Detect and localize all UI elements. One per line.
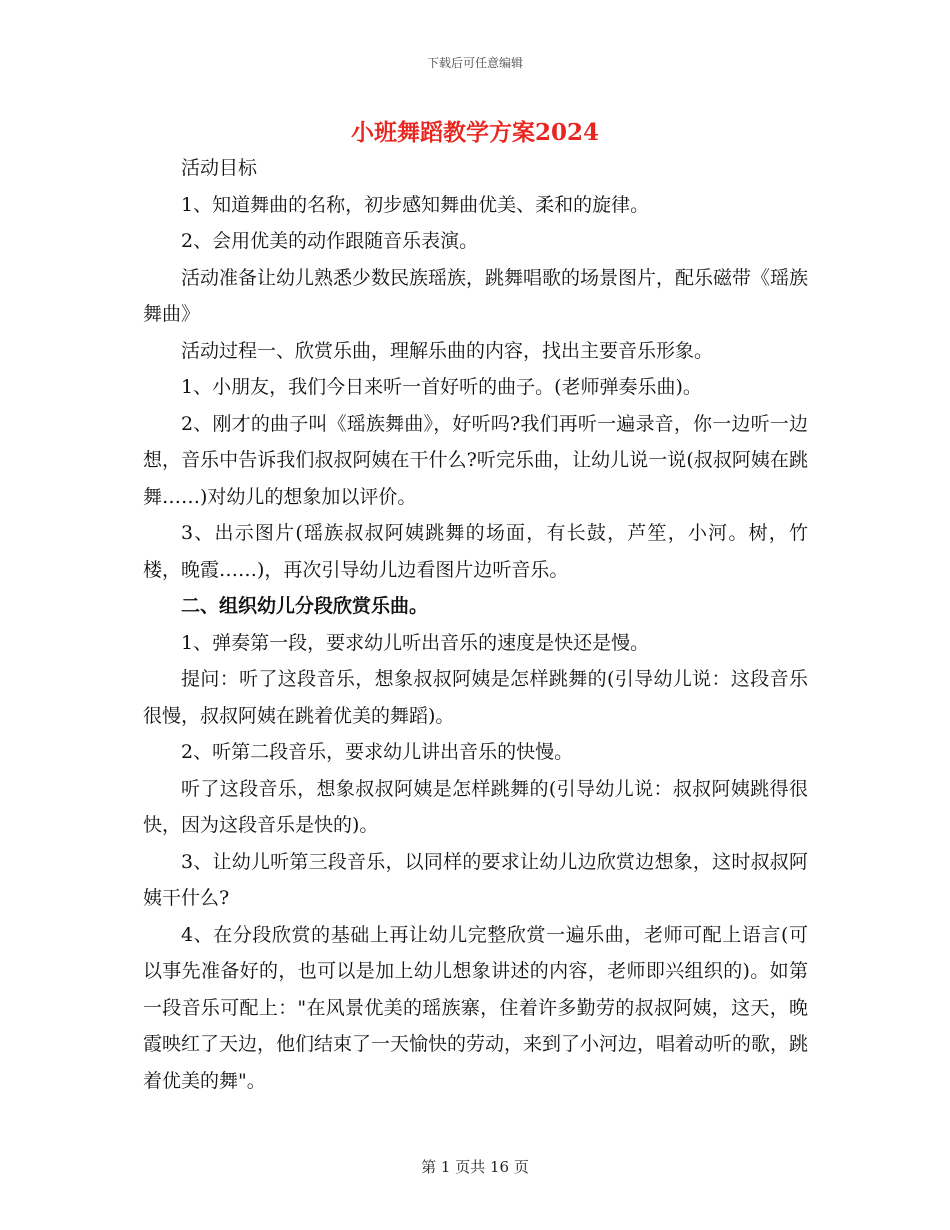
page-number: 第 1 页共 16 页: [421, 1158, 529, 1176]
paragraph: 1、知道舞曲的名称，初步感知舞曲优美、柔和的旋律。: [181, 193, 650, 216]
paragraph: 1、小朋友，我们今日来听一首好听的曲子。(老师弹奏乐曲)。: [181, 376, 702, 398]
document-body: [143, 150, 808, 1099]
document-title: 小班舞蹈教学方案2024: [350, 119, 599, 146]
header-note: 下载后可任意编辑: [426, 56, 523, 70]
paragraph: 3、出示图片(瑶族叔叔阿姨跳舞的场面，有长鼓，芦笙，小河。树，竹楼，晚霞……)，再次引导幼儿边看图片边听音乐。: [143, 522, 808, 581]
paragraph: 听了这段音乐，想象叔叔阿姨是怎样跳舞的(引导幼儿说：叔叔阿姨跳得很快，因为这段音乐是快的)。: [143, 777, 808, 836]
paragraph: 活动目标: [181, 157, 258, 179]
paragraph: 活动准备让幼儿熟悉少数民族瑶族，跳舞唱歌的场景图片，配乐磁带《瑶族舞曲》: [143, 266, 809, 325]
paragraph: 活动过程一、欣赏乐曲，理解乐曲的内容，找出主要音乐形象。: [181, 339, 714, 362]
paragraph: 2、刚才的曲子叫《瑶族舞曲》，好听吗?我们再听一遍录音，你一边听一边想，音乐中告诉我们叔叔阿姨在干什么?听完乐曲，让幼儿说一说(叔叔阿姨在跳舞……)对幼儿的想象加以评价。: [143, 412, 808, 508]
paragraph: 1、弹奏第一段，要求幼儿听出音乐的速度是快还是慢。: [181, 631, 650, 654]
paragraph: 2、听第二段音乐，要求幼儿讲出音乐的快慢。: [181, 741, 574, 763]
paragraph: 3、让幼儿听第三段音乐，以同样的要求让幼儿边欣赏边想象，这时叔叔阿姨干什么?: [143, 850, 808, 909]
section-heading: 二、组织幼儿分段欣赏乐曲。: [181, 595, 429, 617]
paragraph: 提问：听了这段音乐，想象叔叔阿姨是怎样跳舞的(引导幼儿说：这段音乐很慢，叔叔阿姨在跳着优美的舞蹈)。: [143, 668, 808, 727]
paragraph: 2、会用优美的动作跟随音乐表演。: [181, 230, 479, 252]
paragraph: 4、在分段欣赏的基础上再让幼儿完整欣赏一遍乐曲，老师可配上语言(可以事先准备好的，也可以是加上幼儿想象讲述的内容，老师即兴组织的)。如第一段音乐可配上："在风景优美的瑶族寨，住着许多勤劳的叔叔阿姨，这天，晚霞映红了天边，他们结束了一天愉快的劳动，来到了小河边，唱着动听的歌，跳着优美的舞"。: [143, 923, 809, 1092]
